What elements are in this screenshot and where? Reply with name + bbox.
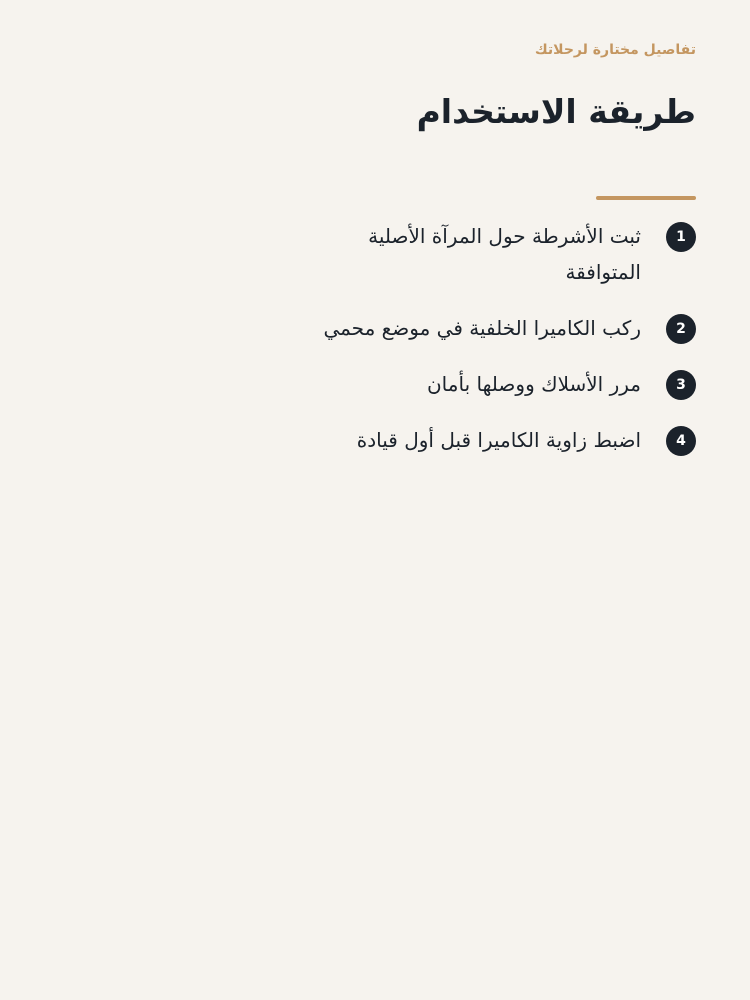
step-item-4 bbox=[54, 422, 696, 458]
steps-list bbox=[54, 218, 696, 458]
step-text: ثبت الأشرطة حول المرآة الأصلية المتوافقة bbox=[368, 224, 641, 284]
step-number-badge: 2 bbox=[666, 314, 696, 344]
accent-divider bbox=[596, 196, 696, 200]
step-text: مرر الأسلاك ووصلها بأمان bbox=[426, 372, 641, 396]
section-kicker: تفاصيل مختارة لرحلاتك bbox=[534, 42, 696, 58]
step-item-3 bbox=[54, 366, 696, 402]
step-text: اضبط زاوية الكاميرا قبل أول قيادة bbox=[356, 428, 641, 452]
step-item-1 bbox=[54, 218, 696, 290]
step-number-badge: 3 bbox=[666, 370, 696, 400]
page-title: طريقة الاستخدام bbox=[416, 92, 696, 131]
step-number-badge: 4 bbox=[666, 426, 696, 456]
step-number-badge: 1 bbox=[666, 222, 696, 252]
step-item-2 bbox=[54, 310, 696, 346]
step-text: ركب الكاميرا الخلفية في موضع محمي bbox=[323, 316, 641, 340]
